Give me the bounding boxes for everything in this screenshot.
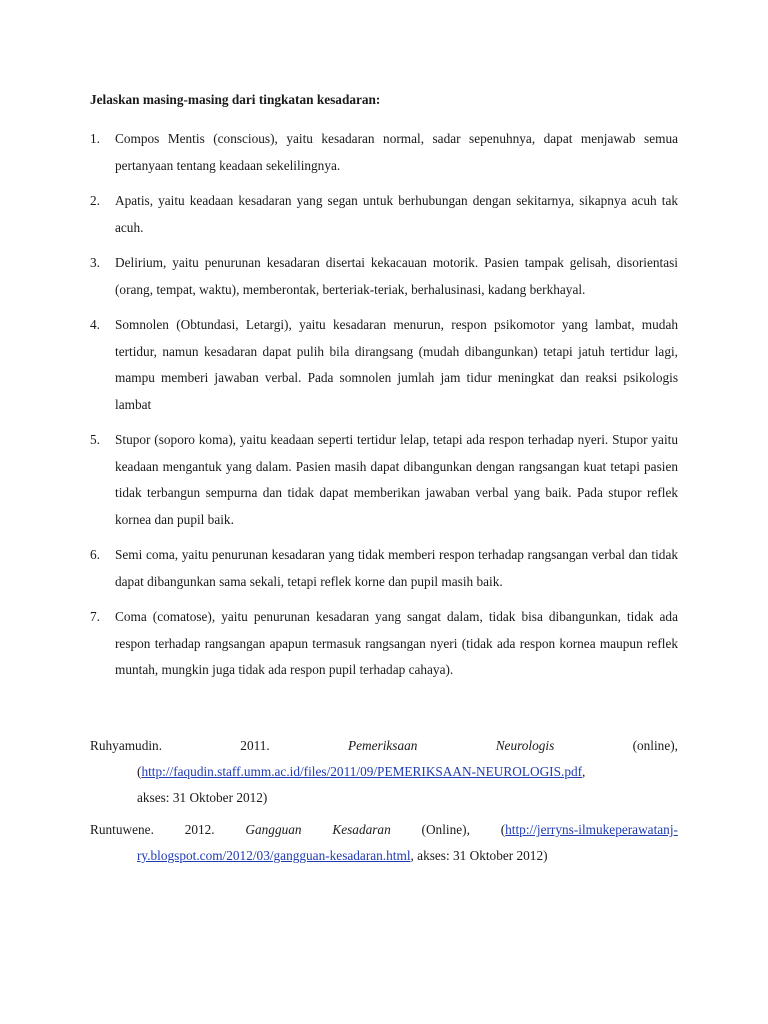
list-item (90, 542, 678, 595)
reference-first-line (90, 733, 678, 759)
ref-comma: , (582, 764, 586, 779)
ref-year: 2012. (184, 822, 215, 837)
list-item (90, 427, 678, 533)
ref-author: Ruhyamudin. (90, 738, 163, 753)
reference-ruhyamudin (90, 733, 678, 811)
ref-title-word: Gangguan (245, 822, 302, 837)
ref-title-word: Kesadaran (332, 822, 391, 837)
ref-medium: (Online), (421, 822, 470, 837)
ref-paren: ( (137, 764, 142, 779)
ref-url-link[interactable]: http://jerryns-ilmukeperawatanj- (505, 822, 678, 837)
ref-url-link[interactable]: http://faqudin.staff.umm.ac.id/files/2011/09/PEMERIKSAAN-NEUROLOGIS.pdf (141, 764, 583, 779)
item-number: 6. (90, 547, 100, 562)
ref-title-word: Pemeriksaan (348, 738, 418, 753)
list-item (90, 126, 678, 179)
ref-paren: ( (500, 822, 506, 837)
item-number: 7. (90, 609, 100, 624)
reference-continuation (90, 843, 678, 869)
item-text: Somnolen (Obtundasi, Letargi), yaitu kesadaran menurun, respon psikomotor yang lambat, mudah tertidur, namun kesadaran dapat pulih bila dirangsang (mudah dibangunkan) tetapi jatuh tertidur lagi, mampu memberi jawaban verbal. Pada somnolen jumlah jam tidur meningkat dan reaksi psikologis lambat (115, 317, 678, 412)
reference-continuation (90, 759, 678, 811)
ref-title-word: Neurologis (495, 738, 555, 753)
list-item (90, 312, 678, 418)
reference-runtuwene (90, 817, 678, 869)
item-text: Coma (comatose), yaitu penurunan kesadaran yang sangat dalam, tidak bisa dibangunkan, tidak ada respon terhadap rangsangan apapun termasuk rangsangan nyeri (tidak ada respon kornea maupun reflek muntah, mungkin juga tidak ada respon pupil terhadap cahaya). (115, 609, 678, 677)
reference-first-line (90, 817, 678, 843)
item-text: Stupor (soporo koma), yaitu keadaan seperti tertidur lelap, tetapi ada respon terhadap nyeri. Stupor yaitu keadaan mengantuk yang dalam. Pasien masih dapat dibangunkan dengan rangsangan kuat tetapi pasien tidak terbangun sempurna dan tidak dapat memberikan jawaban verbal yang baik. Pada stupor reflek kornea dan pupil baik. (115, 432, 678, 527)
item-text: Compos Mentis (conscious), yaitu kesadaran normal, sadar sepenuhnya, dapat menjawab semua pertanyaan tentang keadaan sekelilingnya. (115, 131, 678, 173)
item-text: Delirium, yaitu penurunan kesadaran disertai kekacauan motorik. Pasien tampak gelisah, disorientasi (orang, tempat, waktu), memberontak, berteriak-teriak, berhalusinasi, kadang berkhayal. (115, 255, 678, 297)
list-item (90, 250, 678, 303)
item-number: 3. (90, 255, 100, 270)
ref-accessed: akses: 31 Oktober 2012) (137, 790, 268, 805)
list-item (90, 604, 678, 684)
item-text: Apatis, yaitu keadaan kesadaran yang segan untuk berhubungan dengan sekitarnya, sikapnya acuh tak acuh. (115, 193, 678, 235)
item-text: Semi coma, yaitu penurunan kesadaran yang tidak memberi respon terhadap rangsangan verbal dan tidak dapat dibangunkan sama sekali, tetapi reflek korne dan pupil masih baik. (115, 547, 678, 589)
consciousness-levels-list (90, 126, 678, 693)
ref-medium: (online), (632, 738, 678, 753)
item-number: 2. (90, 193, 100, 208)
references (90, 733, 678, 875)
ref-url-link-continued[interactable]: ry.blogspot.com/2012/03/gangguan-kesadaran.html (137, 848, 411, 863)
list-item (90, 188, 678, 241)
item-number: 1. (90, 131, 100, 146)
question-heading: Jelaskan masing-masing dari tingkatan kesadaran: (90, 92, 381, 107)
ref-author: Runtuwene. (90, 822, 154, 837)
ref-year: 2011. (240, 738, 270, 753)
ref-accessed: , akses: 31 Oktober 2012) (410, 848, 548, 863)
item-number: 4. (90, 317, 100, 332)
item-number: 5. (90, 432, 100, 447)
